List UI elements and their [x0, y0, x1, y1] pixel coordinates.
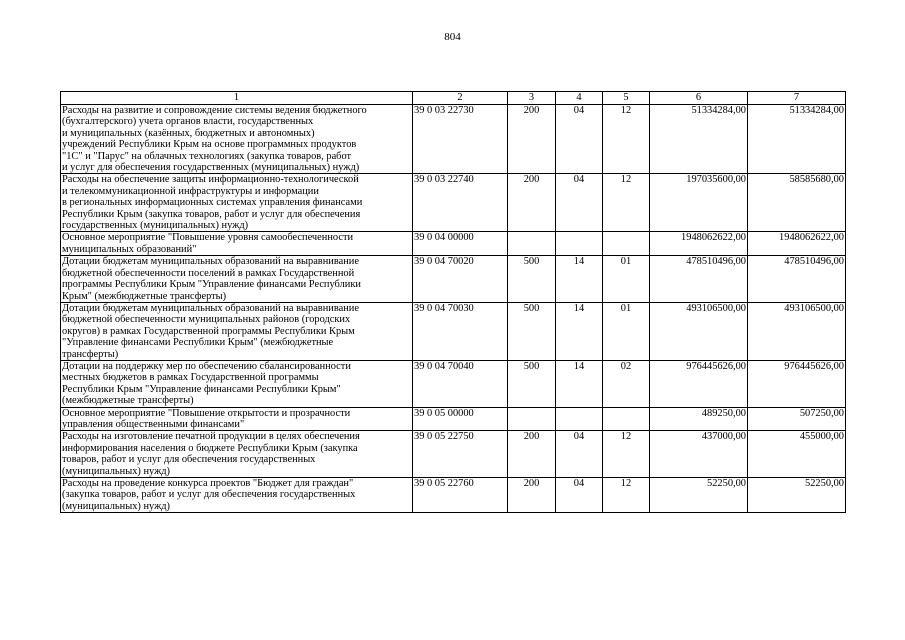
description-line: Дотации бюджетам муниципальных образований на выравнивание [62, 256, 359, 268]
row-amount-6: 52250,00 [650, 478, 748, 513]
description-line: в региональных информационных системах управления финансами [62, 197, 363, 209]
description-line: бюджетной обеспеченности муниципальных районов (городских [62, 314, 351, 326]
row-col-3: 200 [508, 478, 556, 513]
row-col-4: 04 [556, 174, 603, 232]
row-col-3: 200 [508, 105, 556, 174]
description-line: Расходы на изготовление печатной продукции в целях обеспечения [62, 431, 360, 443]
header-col-7: 7 [748, 92, 846, 105]
row-col-3: 500 [508, 256, 556, 303]
description-line: (межбюджетные трансферты) [62, 395, 194, 407]
row-description [61, 407, 413, 431]
row-col-5: 12 [603, 478, 650, 513]
table-row [61, 232, 846, 256]
row-amount-6: 437000,00 [650, 431, 748, 478]
row-code: 39 0 04 00000 [413, 232, 508, 256]
description-line: государственных (муниципальных) нужд) [62, 220, 249, 232]
row-col-4 [556, 407, 603, 431]
row-amount-7: 507250,00 [748, 407, 846, 431]
budget-table [60, 91, 846, 513]
description-line: учреждений Республики Крым на основе программных продуктов [62, 139, 357, 151]
description-line: Дотации бюджетам муниципальных образований на выравнивание [62, 302, 359, 314]
header-col-1: 1 [61, 92, 413, 105]
row-code: 39 0 04 70030 [413, 302, 508, 360]
table-row [61, 302, 846, 360]
description-line: и муниципальных (казённых, бюджетных и автономных) [62, 127, 315, 139]
row-col-5: 01 [603, 256, 650, 303]
row-amount-7: 455000,00 [748, 431, 846, 478]
header-col-3: 3 [508, 92, 556, 105]
description-line: "Управление финансами Республики Крым" (межбюджетные [62, 337, 334, 349]
description-line: программы Республики Крым "Управление финансами Республики [62, 279, 361, 291]
row-description [61, 105, 413, 174]
row-amount-7: 478510496,00 [748, 256, 846, 303]
row-amount-6: 1948062622,00 [650, 232, 748, 256]
row-amount-6: 976445626,00 [650, 360, 748, 407]
row-code: 39 0 04 70020 [413, 256, 508, 303]
row-amount-6: 197035600,00 [650, 174, 748, 232]
row-amount-6: 489250,00 [650, 407, 748, 431]
description-line: (муниципальных) нужд) [62, 500, 171, 512]
row-col-3: 500 [508, 360, 556, 407]
row-col-3 [508, 232, 556, 256]
table-row [61, 431, 846, 478]
row-description [61, 302, 413, 360]
row-code: 39 0 03 22740 [413, 174, 508, 232]
row-description [61, 174, 413, 232]
row-col-4: 14 [556, 360, 603, 407]
description-line: Дотации на поддержку мер по обеспечению сбалансированности [62, 360, 351, 372]
row-col-4: 04 [556, 478, 603, 513]
row-col-5: 12 [603, 105, 650, 174]
row-col-4: 04 [556, 105, 603, 174]
row-col-3: 200 [508, 431, 556, 478]
row-code: 39 0 05 22750 [413, 431, 508, 478]
row-col-5 [603, 407, 650, 431]
table-row [61, 174, 846, 232]
row-amount-6: 493106500,00 [650, 302, 748, 360]
row-col-4 [556, 232, 603, 256]
row-col-4: 04 [556, 431, 603, 478]
description-line: Основное мероприятие "Повышение открытости и прозрачности [62, 407, 351, 419]
header-col-5: 5 [603, 92, 650, 105]
description-line: "1С" и "Парус" на облачных технологиях (закупка товаров, работ [62, 150, 352, 162]
row-col-5: 12 [603, 174, 650, 232]
row-col-5: 02 [603, 360, 650, 407]
description-line: (закупка товаров, работ и услуг для обеспечения государственных [62, 489, 356, 501]
description-line: Расходы на развитие и сопровождение системы ведения бюджетного [62, 105, 367, 116]
row-amount-7: 493106500,00 [748, 302, 846, 360]
row-amount-7: 51334284,00 [748, 105, 846, 174]
description-line: и услуг для обеспечения государственных (муниципальных) нужд) [62, 162, 360, 174]
row-code: 39 0 04 70040 [413, 360, 508, 407]
row-amount-7: 1948062622,00 [748, 232, 846, 256]
row-col-5 [603, 232, 650, 256]
row-description [61, 232, 413, 256]
description-line: Крым" (межбюджетные трансферты) [62, 290, 227, 302]
description-line: муниципальных образований" [62, 243, 197, 255]
description-line: и телекоммуникационной инфраструктуры и информации [62, 185, 319, 197]
row-description [61, 256, 413, 303]
description-line: (муниципальных) нужд) [62, 465, 171, 477]
row-col-4: 14 [556, 302, 603, 360]
header-row [61, 92, 846, 105]
description-line: трансферты) [62, 348, 119, 360]
row-col-5: 01 [603, 302, 650, 360]
description-line: округов) в рамках Государственной программы Республики Крым [62, 325, 355, 337]
table-row [61, 360, 846, 407]
row-code: 39 0 03 22730 [413, 105, 508, 174]
row-col-3: 200 [508, 174, 556, 232]
row-col-3: 500 [508, 302, 556, 360]
description-line: товаров, работ и услуг для обеспечения государственных [62, 454, 316, 466]
row-description [61, 360, 413, 407]
row-amount-6: 478510496,00 [650, 256, 748, 303]
row-code: 39 0 05 00000 [413, 407, 508, 431]
description-line: Республики Крым (закупка товаров, работ и услуг для обеспечения [62, 208, 361, 220]
table-row [61, 478, 846, 513]
description-line: Расходы на обеспечение защиты информационно-технологической [62, 174, 359, 186]
row-amount-6: 51334284,00 [650, 105, 748, 174]
page-number: 804 [444, 31, 461, 43]
header-col-6: 6 [650, 92, 748, 105]
description-line: Основное мероприятие "Повышение уровня самообеспеченности [62, 232, 354, 244]
row-description [61, 478, 413, 513]
description-line: управления общественными финансами" [62, 418, 245, 430]
table-row [61, 256, 846, 303]
row-col-3 [508, 407, 556, 431]
description-line: (бухгалтерского) учета органов власти, государственных [62, 116, 314, 128]
description-line: местных бюджетов в рамках Государственной программы [62, 372, 319, 384]
row-col-5: 12 [603, 431, 650, 478]
header-col-2: 2 [413, 92, 508, 105]
table-row [61, 105, 846, 174]
description-line: Республики Крым "Управление финансами Республики Крым" [62, 383, 341, 395]
description-line: Расходы на проведение конкурса проектов "Бюджет для граждан" [62, 478, 354, 489]
row-amount-7: 52250,00 [748, 478, 846, 513]
description-line: бюджетной обеспеченности поселений в рамках Государственной [62, 267, 355, 279]
row-amount-7: 58585680,00 [748, 174, 846, 232]
row-col-4: 14 [556, 256, 603, 303]
table-row [61, 407, 846, 431]
header-col-4: 4 [556, 92, 603, 105]
row-amount-7: 976445626,00 [748, 360, 846, 407]
row-code: 39 0 05 22760 [413, 478, 508, 513]
row-description [61, 431, 413, 478]
description-line: информирования населения о бюджете Республики Крым (закупка [62, 442, 358, 454]
